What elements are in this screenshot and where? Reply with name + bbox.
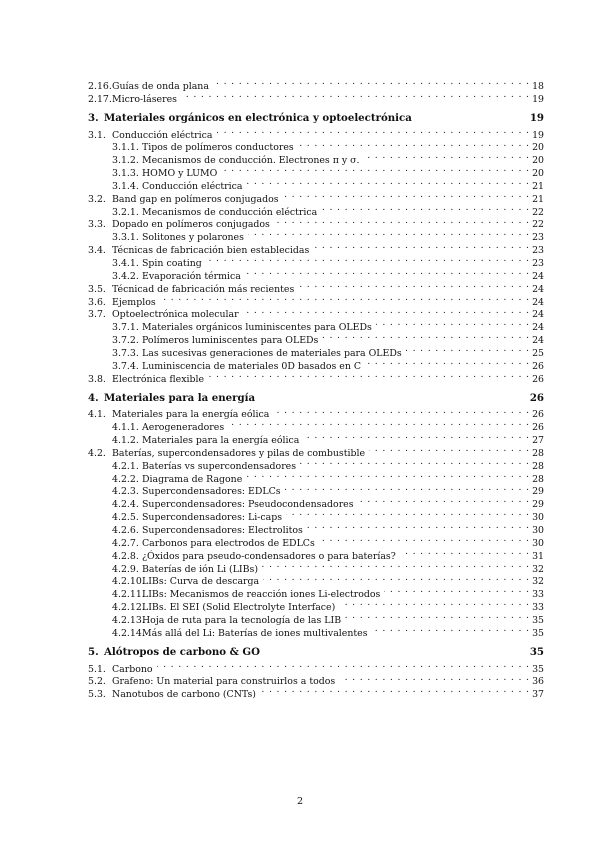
toc-subsection-entry[interactable]: [88, 176, 544, 192]
toc-entry-page: 30: [532, 525, 544, 536]
toc-subsection-entry[interactable]: [88, 482, 544, 498]
toc-entry-title: Supercondensadores: Pseudocondensadores: [142, 499, 354, 511]
toc-entry-title: Supercondensadores: Electrolitos: [142, 525, 303, 536]
toc-section-entry[interactable]: [88, 443, 544, 459]
toc-entry-title: Supercondensadores: Li-caps: [142, 512, 283, 524]
dot-leader: [365, 356, 529, 369]
toc-entry-number: 4.2.10.: [112, 576, 145, 588]
toc-subsection-entry[interactable]: [88, 150, 544, 167]
dot-leader: [157, 659, 529, 672]
dot-leader: [319, 533, 529, 546]
toc-subsection-entry[interactable]: [88, 266, 544, 282]
toc-entry-number: 3.7.3.: [112, 347, 139, 359]
toc-entry-number: 5.1.: [88, 663, 106, 675]
toc-entry-title: Luminiscencia de materiales 0D basados en C: [142, 360, 362, 372]
dot-leader: [263, 572, 529, 585]
dot-leader: [285, 482, 529, 495]
toc-subsection-entry[interactable]: [88, 227, 544, 244]
toc-subsection-entry[interactable]: [88, 610, 544, 626]
toc-chapter-page: 26: [529, 391, 544, 404]
toc-subsection-entry[interactable]: [88, 456, 544, 472]
toc-entry[interactable]: [88, 76, 544, 92]
toc-entry-page: 22: [532, 206, 544, 218]
toc-entry-number: 3.4.2.: [112, 270, 139, 282]
toc-subsection-entry[interactable]: [88, 163, 544, 180]
toc-entry-title: Micro-láseres: [112, 93, 177, 105]
toc-section-entry[interactable]: [88, 125, 544, 141]
dot-leader: [303, 430, 529, 443]
toc-entry-number: 3.7.2.: [112, 335, 139, 347]
toc-entry-title: Mecanismos de conducción eléctrica: [142, 206, 318, 218]
dot-leader: [345, 610, 529, 623]
toc-entry-title: Las sucesivas generaciones de materiales para OLEDs: [142, 347, 402, 359]
toc-subsection-entry[interactable]: [88, 533, 544, 549]
toc-entry-number: 4.2.2.: [112, 473, 139, 485]
toc-subsection-entry[interactable]: [88, 253, 544, 269]
toc-entry-title: Polímeros luminiscentes para OLEDs: [142, 335, 319, 347]
toc-entry-page: 22: [532, 219, 544, 231]
toc-subsection-entry[interactable]: [88, 202, 544, 218]
toc-entry-number: 4.2.13.: [112, 614, 145, 626]
dot-leader: [246, 469, 529, 482]
toc-subsection-entry[interactable]: [88, 317, 544, 334]
dot-leader: [358, 494, 529, 507]
toc-entry-page: 25: [532, 347, 544, 359]
toc-entry-page: 26: [532, 409, 544, 421]
dot-leader: [307, 520, 529, 533]
dot-leader: [206, 253, 529, 266]
dot-leader: [221, 163, 529, 176]
dot-leader: [321, 202, 529, 215]
toc-entry-title: Técnicad de fabricación más recientes: [112, 283, 295, 295]
toc-section-entry[interactable]: [88, 369, 544, 385]
toc-subsection-entry[interactable]: [88, 559, 544, 575]
toc-entry-title: Diagrama de Ragone: [142, 473, 243, 485]
toc-chapter-heading[interactable]: [88, 646, 544, 659]
table-of-contents: [88, 76, 544, 701]
dot-leader: [243, 305, 529, 318]
toc-entry-number: 4.1.2.: [112, 435, 139, 447]
toc-entry-title: Técnicas de fabricación bien establecidas: [112, 245, 310, 257]
dot-leader: [364, 150, 529, 163]
toc-entry-title: LIBs: Curva de descarga: [142, 576, 260, 588]
dot-leader: [339, 597, 529, 610]
toc-entry-title: Ejemplos: [112, 296, 156, 308]
toc-entry-title: Spin coating: [142, 257, 202, 269]
dot-leader: [384, 584, 529, 597]
dot-leader: [313, 240, 529, 253]
toc-entry-number: 4.1.1.: [112, 422, 139, 434]
toc-entry-page: 35: [532, 627, 544, 639]
toc-entry-title: Optoelectrónica molecular: [112, 309, 239, 321]
toc-entry-page: 29: [532, 486, 544, 498]
toc-section-entry[interactable]: [88, 672, 544, 688]
dot-leader: [339, 672, 529, 685]
toc-subsection-entry[interactable]: [88, 356, 544, 372]
toc-entry-page: 19: [532, 93, 544, 105]
dot-leader: [400, 546, 529, 559]
toc-entry-number: 4.2.12.: [112, 602, 145, 614]
toc-chapter-title: Alótropos de carbono & GO: [104, 645, 260, 658]
toc-entry-page: 36: [532, 676, 544, 688]
page-number: 2: [296, 796, 304, 807]
toc-entry-number: 4.2.11.: [112, 589, 145, 601]
toc-entry-title: Baterías vs supercondensadores: [142, 460, 297, 472]
toc-entry-number: 3.7.: [88, 309, 106, 321]
toc-entry-title: Baterías, supercondensadores y pilas de combustible: [112, 447, 366, 459]
toc-entry-title: Tipos de polímeros conductores: [142, 142, 294, 154]
toc-entry-title: Band gap en polímeros conjugados: [112, 193, 279, 205]
toc-subsection-entry[interactable]: [88, 572, 544, 588]
toc-entry-title: Grafeno: Un material para construirlos a todos: [112, 676, 336, 688]
toc-entry-title: Dopado en polímeros conjugados: [112, 219, 270, 231]
toc-entry-page: 19: [532, 129, 544, 141]
dot-leader: [228, 417, 529, 430]
dot-leader: [300, 456, 529, 469]
toc-entry-title: Electrónica flexible: [112, 373, 205, 385]
toc-section-entry[interactable]: [88, 240, 544, 257]
toc-entry-page: 20: [532, 155, 544, 167]
toc-entry-number: 4.2.9.: [112, 563, 139, 575]
toc-entry-number: 3.7.4.: [112, 360, 139, 372]
toc-entry-page: 20: [532, 142, 544, 154]
toc-chapter-number: 4.: [88, 391, 99, 404]
toc-section-entry[interactable]: [88, 684, 544, 701]
dot-leader: [213, 76, 529, 89]
toc-entry-title: Conducción eléctrica: [142, 180, 243, 192]
toc-entry-page: 26: [532, 360, 544, 372]
dot-leader: [247, 176, 530, 189]
toc-entry-number: 3.1.1.: [112, 142, 139, 154]
toc-entry-number: 3.2.: [88, 193, 106, 205]
toc-entry-number: 4.2.14.: [112, 627, 145, 639]
toc-entry-page: 21: [532, 193, 544, 205]
dot-leader: [262, 559, 529, 572]
toc-entry-page: 24: [532, 322, 544, 334]
toc-entry-number: 4.2.7.: [112, 537, 139, 549]
toc-subsection-entry[interactable]: [88, 520, 544, 536]
toc-entry-title: Guías de onda plana: [112, 80, 209, 92]
toc-entry-page: 28: [532, 473, 544, 485]
toc-chapters: [88, 111, 544, 701]
toc-entry-title: Materiales para la energía eólica: [142, 435, 300, 447]
toc-entry-page: 37: [532, 689, 544, 701]
dot-leader: [217, 125, 530, 138]
toc-entry-page: 20: [532, 168, 544, 180]
dot-leader: [260, 684, 529, 697]
toc-entry-title: Más allá del Li: Baterías de iones multivalentes: [142, 627, 368, 639]
dot-leader: [181, 89, 529, 102]
toc-entry-number: 2.17.: [88, 93, 112, 105]
toc-entry-title: Carbonos para electrodos de EDLCs: [142, 537, 315, 549]
toc-entry-title: Supercondensadores: EDLCs: [142, 486, 281, 498]
toc-entry-number: 4.2.3.: [112, 486, 139, 498]
toc-entry-title: LIBs: Mecanismos de reacción iones Li-electrodos: [142, 589, 381, 601]
toc-subsection-entry[interactable]: [88, 430, 544, 447]
toc-section-entry[interactable]: [88, 659, 544, 675]
toc-entry-page: 35: [532, 663, 544, 675]
toc-entry-title: Conducción eléctrica: [112, 129, 213, 141]
toc-entry-page: 23: [532, 245, 544, 257]
toc-entry-number: 3.6.: [88, 296, 106, 308]
toc-entry-number: 2.16.: [88, 80, 112, 92]
toc-entry-page: 28: [532, 460, 544, 472]
toc-chapter-page: 35: [529, 645, 544, 658]
toc-entry-page: 30: [532, 512, 544, 524]
toc-entry-number: 3.1.4.: [112, 180, 139, 192]
toc-entry-number: 3.3.: [88, 219, 106, 231]
toc-entry-number: 4.2.5.: [112, 512, 139, 524]
dot-leader: [160, 292, 529, 305]
dot-leader: [369, 443, 529, 456]
toc-section-entry[interactable]: [88, 189, 544, 205]
toc-entry-page: 29: [532, 499, 544, 511]
toc-entry-page: 26: [532, 422, 544, 434]
toc-subsection-entry[interactable]: [88, 494, 544, 511]
dot-leader: [298, 138, 529, 151]
toc-entry-number: 3.5.: [88, 283, 106, 295]
toc-entry-page: 24: [532, 283, 544, 295]
toc-entry-page: 33: [532, 602, 544, 614]
toc-entry-number: 3.2.1.: [112, 206, 139, 218]
toc-entry-number: 3.4.1.: [112, 257, 139, 269]
toc-entry-number: 4.2.8.: [112, 550, 139, 562]
toc-chapter-heading[interactable]: [88, 112, 544, 125]
toc-entry-title: Materiales para la energía eólica: [112, 409, 270, 421]
dot-leader: [208, 369, 529, 382]
toc-entry-title: ¿Óxidos para pseudo-condensadores o para baterías?: [142, 550, 396, 562]
dot-leader: [283, 189, 529, 202]
dot-leader: [286, 507, 529, 520]
toc-entry-title: Materiales orgánicos luminiscentes para OLEDs: [142, 322, 372, 334]
dot-leader: [376, 317, 529, 330]
toc-entry-number: 3.1.3.: [112, 168, 139, 180]
toc-chapter-heading[interactable]: [88, 392, 544, 405]
dot-leader: [406, 343, 529, 356]
toc-entry-number: 4.1.: [88, 409, 106, 421]
toc-section-entry[interactable]: [88, 292, 544, 308]
toc-section-entry[interactable]: [88, 215, 544, 231]
toc-entry-page: 35: [532, 614, 544, 626]
toc-entry-title: Solitones y polarones: [142, 232, 244, 244]
toc-entry-page: 21: [532, 180, 544, 192]
toc-section-entry[interactable]: [88, 305, 544, 321]
toc-section-entry[interactable]: [88, 279, 544, 295]
toc-entry-number: 3.3.1.: [112, 232, 139, 244]
toc-subsection-entry[interactable]: [88, 584, 544, 601]
toc-entry-page: 18: [532, 80, 544, 92]
toc-entry-title: HOMO y LUMO: [142, 168, 218, 180]
toc-subsection-entry[interactable]: [88, 330, 544, 347]
dot-leader: [322, 330, 529, 343]
toc-entry-number: 4.2.4.: [112, 499, 139, 511]
toc-entry-number: 3.1.2.: [112, 155, 139, 167]
toc-subsection-entry[interactable]: [88, 469, 544, 485]
toc-entry-title: Nanotubos de carbono (CNTs): [112, 689, 256, 701]
toc-entry-page: 24: [532, 270, 544, 282]
toc-entry-title: Baterías de ión Li (LIBs): [142, 563, 258, 575]
toc-entry-page: 33: [532, 589, 544, 601]
toc-entry-page: 27: [532, 435, 544, 447]
toc-subsection-entry[interactable]: [88, 138, 544, 154]
dot-leader: [273, 405, 529, 418]
toc-entry-title: LIBs. El SEI (Solid Electrolyte Interface): [142, 602, 336, 614]
toc-section-entry[interactable]: [88, 405, 544, 421]
toc-entry-number: 3.7.1.: [112, 322, 139, 334]
toc-subsection-entry[interactable]: [88, 343, 544, 359]
toc-entry-title: Carbono: [112, 663, 153, 675]
toc-entry-title: Mecanismos de conducción. Electrones π y σ.: [142, 155, 360, 167]
toc-entry-title: Evaporación térmica: [142, 270, 241, 282]
toc-subsection-entry[interactable]: [88, 507, 544, 524]
toc-chapter-page: 19: [529, 111, 544, 124]
toc-entry-page: 23: [532, 257, 544, 269]
toc-chapter-title: Materiales para la energía: [104, 391, 256, 404]
toc-entry-number: 5.2.: [88, 676, 106, 688]
toc-chapter-number: 5.: [88, 645, 99, 658]
dot-leader: [372, 623, 529, 636]
dot-leader: [298, 279, 529, 292]
toc-subsection-entry[interactable]: [88, 417, 544, 434]
dot-leader: [274, 215, 529, 228]
toc-entry-number: 4.2.1.: [112, 460, 139, 472]
toc-entry-page: 31: [532, 550, 544, 562]
dot-leader: [245, 266, 529, 279]
toc-entry-page: 24: [532, 309, 544, 321]
toc-subsection-entry[interactable]: [88, 597, 544, 614]
toc-entry-title: Aerogeneradores: [142, 422, 225, 434]
toc-entry-number: 5.3.: [88, 689, 106, 701]
toc-entry-page: 32: [532, 563, 544, 575]
toc-entry-number: 3.1.: [88, 129, 106, 141]
toc-entry-title: Hoja de ruta para la tecnología de las LIB: [142, 614, 342, 626]
toc-entry-page: 32: [532, 576, 544, 588]
toc-entry-number: 3.4.: [88, 245, 106, 257]
toc-entry-page: 24: [532, 296, 544, 308]
toc-entry-number: 4.2.: [88, 447, 106, 459]
dot-leader: [248, 227, 529, 240]
toc-entry-number: 3.8.: [88, 373, 106, 385]
toc-entry-page: 23: [532, 232, 544, 244]
toc-chapter-title: Materiales orgánicos en electrónica y optoelectrónica: [104, 111, 412, 124]
toc-entry-number: 4.2.6.: [112, 525, 139, 536]
toc-entry-page: 26: [532, 373, 544, 385]
toc-subsection-entry[interactable]: [88, 623, 544, 639]
toc-subsection-entry[interactable]: [88, 546, 544, 562]
toc-entry-page: 28: [532, 447, 544, 459]
toc-entry[interactable]: [88, 89, 544, 105]
toc-entry-page: 24: [532, 335, 544, 347]
toc-entry-page: 30: [532, 537, 544, 549]
toc-chapter-number: 3.: [88, 111, 99, 124]
